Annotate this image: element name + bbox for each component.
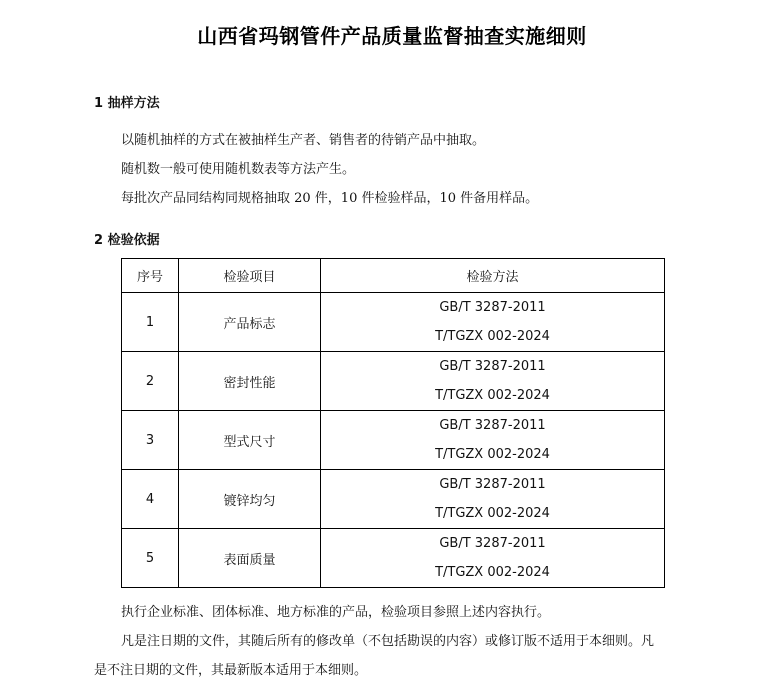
- method-standard: GB/T 3287-2011: [439, 359, 546, 374]
- method-standard: T/TGZX 002-2024: [435, 506, 550, 521]
- row-number: 1: [122, 293, 179, 352]
- table-row: [122, 293, 665, 352]
- method-standard: GB/T 3287-2011: [439, 418, 546, 433]
- header-method: 检验方法: [321, 259, 665, 293]
- table-row: [122, 529, 665, 588]
- method-standard: GB/T 3287-2011: [439, 477, 546, 492]
- inspection-method: [321, 293, 665, 352]
- sampling-paragraph-1: 以随机抽样的方式在被抽样生产者、销售者的待销产品中抽取。: [121, 133, 486, 148]
- table-header-row: [122, 259, 665, 293]
- method-standard: GB/T 3287-2011: [439, 536, 546, 551]
- row-number: 2: [122, 352, 179, 411]
- note-dated-references: 凡是注日期的文件，其随后所有的修改单（不包括勘误的内容）或修订版不适用于本细则。凡: [121, 634, 655, 649]
- inspection-basis-table: [121, 258, 665, 588]
- sampling-paragraph-2: 随机数一般可使用随机数表等方法产生。: [121, 162, 356, 177]
- method-standard: T/TGZX 002-2024: [435, 388, 550, 403]
- row-number: 5: [122, 529, 179, 588]
- table-row: [122, 470, 665, 529]
- inspection-method: [321, 470, 665, 529]
- note-standards: 执行企业标准、团体标准、地方标准的产品，检验项目参照上述内容执行。: [121, 605, 551, 620]
- inspection-item: 表面质量: [179, 529, 321, 588]
- table-row: [122, 352, 665, 411]
- method-standard: T/TGZX 002-2024: [435, 447, 550, 462]
- method-standard: GB/T 3287-2011: [439, 300, 546, 315]
- section-2-heading: 2 检验依据: [94, 233, 160, 248]
- header-item: 检验项目: [179, 259, 321, 293]
- inspection-item: 型式尺寸: [179, 411, 321, 470]
- inspection-item: 镀锌均匀: [179, 470, 321, 529]
- inspection-item: 密封性能: [179, 352, 321, 411]
- table-row: [122, 411, 665, 470]
- row-number: 4: [122, 470, 179, 529]
- method-standard: T/TGZX 002-2024: [435, 329, 550, 344]
- inspection-item: 产品标志: [179, 293, 321, 352]
- inspection-method: [321, 411, 665, 470]
- note-undated-references: 是不注日期的文件，其最新版本适用于本细则。: [94, 663, 368, 678]
- inspection-method: [321, 352, 665, 411]
- sampling-paragraph-3: 每批次产品同结构同规格抽取 20 件，10 件检验样品，10 件备用样品。: [121, 191, 539, 206]
- inspection-method: [321, 529, 665, 588]
- row-number: 3: [122, 411, 179, 470]
- header-seq: 序号: [122, 259, 179, 293]
- method-standard: T/TGZX 002-2024: [435, 565, 550, 580]
- document-title: 山西省玛钢管件产品质量监督抽查实施细则: [197, 24, 587, 48]
- section-1-heading: 1 抽样方法: [94, 96, 160, 111]
